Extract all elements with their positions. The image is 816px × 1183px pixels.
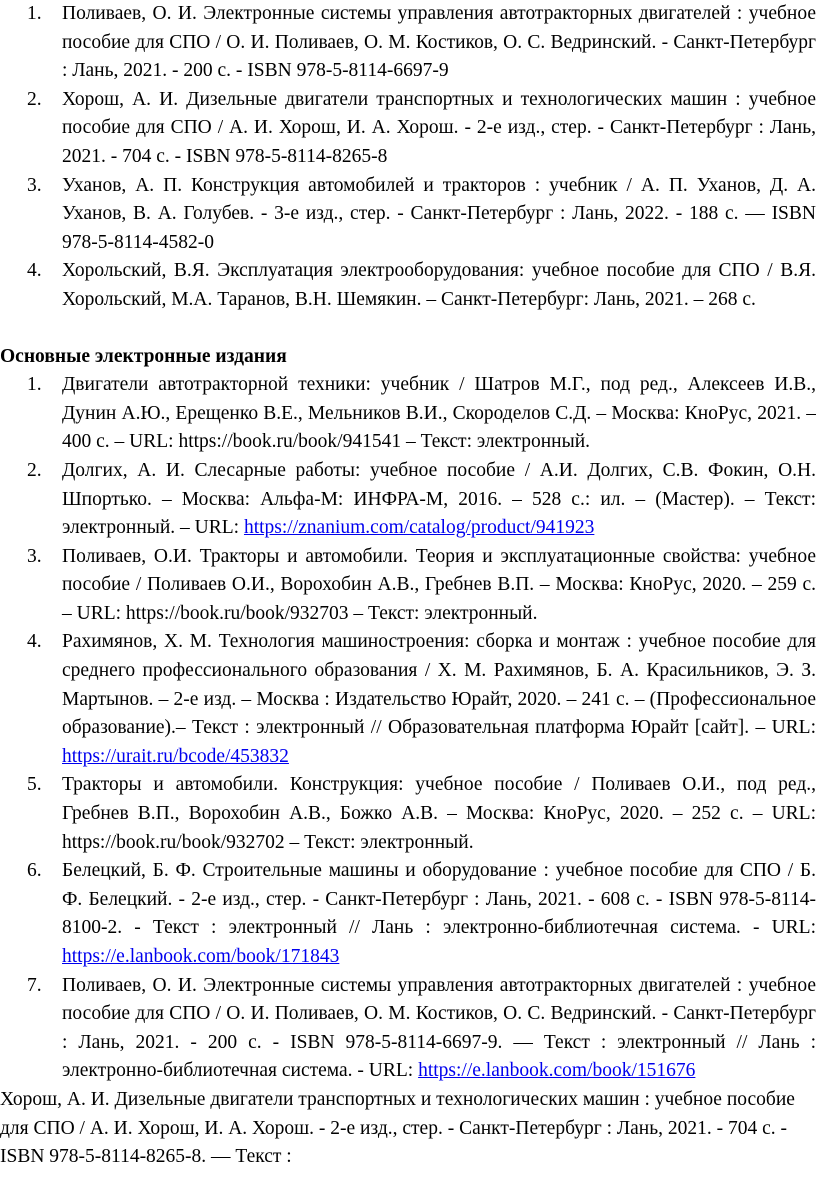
item-number: 3.: [27, 545, 42, 567]
item-text: Хорош, А. И. Дизельные двигатели транспортных и технологических машин : учебное пособие для СПО / А. И. Хорош, И. А. Хорош. - 2-е изд., стер. - Санкт-Петербург : Лань, 2021. - 704 с. - ISBN 978-5-8114-8265-8: [62, 88, 816, 167]
item-number: 1.: [27, 3, 42, 24]
list-item: [0, 771, 816, 857]
item-text: Долгих, А. И. Слесарные работы: учебное пособие / А.И. Долгих, С.В. Фокин, О.Н. Шпортько. – Москва: Альфа-М: ИНФРА-М, 2016. – 528 с.: ил. – (Мастер). – Текст: электронный. – URL:: [62, 459, 816, 539]
list-item: [0, 628, 816, 771]
electronic-sources-list: [0, 371, 816, 1086]
list-item: [0, 543, 816, 629]
item-number: 1.: [27, 374, 42, 396]
list-item: [0, 371, 816, 457]
trailing-paragraph: Хорош, А. И. Дизельные двигатели транспортных и технологических машин : учебное пособие для СПО / А. И. Хорош, И. А. Хорош. - 2-е изд., стер. - Санкт-Петербург : Лань, 2021. - 704 с. - ISBN 978-5-8114-8265-8. — Текст :: [0, 1088, 795, 1168]
item-text: Поливаев, О.И. Тракторы и автомобили. Теория и эксплуатационные свойства: учебное пособие / Поливаев О.И., Ворохобин А.В., Гребнев В.П. – Москва: КноРус, 2020. – 259 с. – URL: https://book.ru/book/932703 – Текст: электронный.: [62, 545, 816, 624]
item-link[interactable]: https://znanium.com/catalog/product/941923: [243, 517, 595, 539]
item-text: Рахимянов, Х. М. Технология машиностроения: сборка и монтаж : учебное пособие для среднего профессионального образования / Х. М. Рахимянов, Б. А. Красильников, Э. З. Мартынов. – 2-е изд. – Москва : Издательство Юрайт, 2020. – 241 с. – (Профессиональное образование).– Текст : электронный // Образовательная платформа Юрайт [сайт]. – URL:: [62, 631, 816, 739]
list-item: [0, 857, 816, 971]
item-text: Двигатели автотракторной техники: учебник / Шатров М.Г., под ред., Алексеев И.В., Дунин А.Ю., Ерещенко В.Е., Мельников В.И., Скороделов С.Д. – Москва: КноРус, 2021. – 400 с. – URL: https://book.ru/book/941541 – Текст: электронный.: [62, 374, 816, 453]
item-number: 6.: [27, 860, 42, 882]
print-sources-list: [0, 0, 816, 315]
item-text: Уханов, А. П. Конструкция автомобилей и тракторов : учебник / А. П. Уханов, Д. А. Уханов, В. А. Голубев. - 3-е изд., стер. - Санкт-Петербург : Лань, 2022. - 188 с. — ISBN 978-5-8114-4582-0: [62, 174, 816, 253]
section-heading: Основные электронные издания: [0, 345, 287, 367]
list-item: [0, 86, 816, 172]
item-link[interactable]: https://e.lanbook.com/book/171843: [62, 946, 340, 967]
list-item: [0, 0, 816, 86]
item-number: 3.: [27, 174, 42, 196]
item-link[interactable]: https://e.lanbook.com/book/151676: [418, 1060, 696, 1082]
list-item: [0, 257, 816, 314]
item-text: Поливаев, О. И. Электронные системы управления автотракторных двигателей : учебное пособие для СПО / О. И. Поливаев, О. М. Костиков, О. С. Ведринский. - Санкт-Петербург : Лань, 2021. - 200 с. - ISBN 978-5-8114-6697-9. — Текст : электронный // Лань : электронно-библиотечная система. - URL:: [62, 974, 816, 1082]
item-text: Тракторы и автомобили. Конструкция: учебное пособие / Поливаев О.И., под ред., Гребнев В.П., Ворохобин А.В., Божко А.В. – Москва: КноРус, 2020. – 252 с. – URL: https://book.ru/book/932702 – Текст: электронный.: [62, 774, 816, 853]
item-text: Поливаев, О. И. Электронные системы управления автотракторных двигателей : учебное пособие для СПО / О. И. Поливаев, О. М. Костиков, О. С. Ведринский. - Санкт-Петербург : Лань, 2021. - 200 с. - ISBN 978-5-8114-6697-9: [62, 3, 816, 82]
list-item: [0, 972, 816, 1086]
list-item: [0, 457, 816, 543]
item-number: 4.: [27, 631, 42, 653]
item-link[interactable]: https://urait.ru/bcode/453832: [62, 745, 289, 767]
item-number: 5.: [27, 774, 42, 796]
item-number: 2.: [27, 88, 42, 110]
item-number: 4.: [27, 260, 42, 282]
item-text: Белецкий, Б. Ф. Строительные машины и оборудование : учебное пособие для СПО / Б. Ф. Белецкий. - 2-е изд., стер. - Санкт-Петербург : Лань, 2021. - 608 с. - ISBN 978-5-8114-8100-2. - Текст : электронный // Лань : электронно-библиотечная система. - URL:: [62, 860, 816, 939]
item-number: 2.: [27, 459, 42, 481]
list-item: [0, 172, 816, 258]
item-number: 7.: [27, 974, 42, 996]
item-text: Хорольский, В.Я. Эксплуатация электрооборудования: учебное пособие для СПО / В.Я. Хорольский, М.А. Таранов, В.Н. Шемякин. – Санкт-Петербург: Лань, 2021. – 268 с.: [62, 260, 816, 310]
